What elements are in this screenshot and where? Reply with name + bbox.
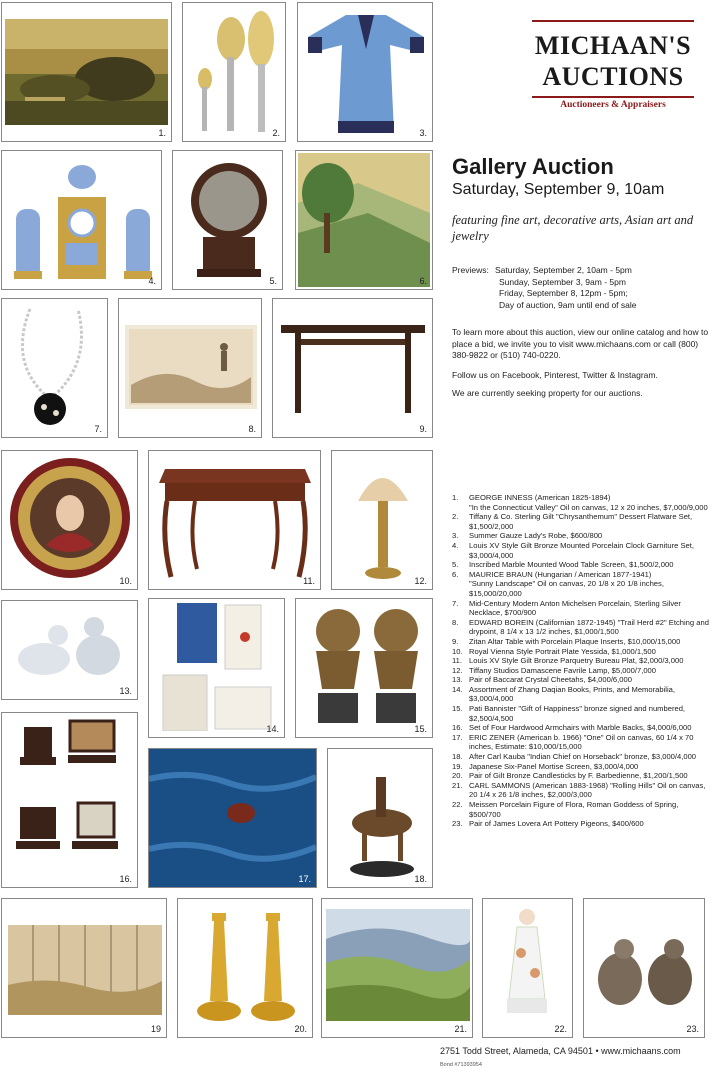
lot-number: 8. — [248, 424, 256, 434]
etching-image — [125, 325, 257, 409]
logo-tagline: Auctioneers & Appraisers — [560, 100, 666, 110]
armchairs-image — [10, 717, 132, 881]
flora-figure-image — [497, 903, 559, 1033]
list-item: 6. MAURICE BRAUN (Hungarian / American 1877-1941) "Sunny Landscape" Oil on canvas, 20 1/8 x 20 1/8 inches, $15,000/20,000 — [452, 569, 664, 598]
lot-number: 14. — [266, 724, 279, 734]
table-screen-image — [183, 155, 275, 283]
list-item: 8. EDWARD BOREIN (Californian 1872-1945) "Trail Herd #2" Etching and drypoint, 8 1/4 x 13 1/2 inches, $1,000/1,500 — [452, 617, 709, 637]
pottery-pigeons-image — [590, 919, 700, 1019]
necklace-image — [8, 305, 104, 433]
lot-photo-14[interactable] — [148, 598, 285, 738]
lot-number: 18. — [414, 874, 427, 884]
lot-photo-12[interactable] — [331, 450, 433, 590]
logo-line-2: AUCTIONS — [542, 62, 684, 91]
footer-address: 2751 Todd Street, Alameda, CA 94501 • www.michaans.com — [440, 1046, 681, 1056]
swimmer-painting-image — [149, 749, 316, 887]
lot-photo-1[interactable] — [1, 2, 172, 142]
favrile-lamp-image — [342, 455, 424, 585]
lot-photo-8[interactable] — [118, 298, 262, 438]
lot-photo-17[interactable] — [148, 748, 317, 888]
list-item: 19. Japanese Six-Panel Mortise Screen, $3,000/4,000 — [452, 761, 639, 771]
list-item: 15. Pati Bannister "Gift of Happiness" bronze signed and numbered, $2,500/4,500 — [452, 704, 686, 723]
lot-photo-13[interactable] — [1, 600, 138, 700]
list-item: 9. Zitan Altar Table with Porcelain Plaque Inserts, $10,000/15,000 — [452, 636, 681, 646]
lot-number: 1. — [158, 128, 166, 138]
list-item: 2. Tiffany & Co. Sterling Gilt "Chrysanthemum" Dessert Flatware Set, $1,500/2,000 — [452, 512, 693, 531]
featuring-text: featuring fine art, decorative arts, Asian art and jewelry — [452, 213, 694, 243]
bureau-plat-image — [155, 457, 315, 585]
preview-line: Saturday, September 2, 10am - 5pm — [495, 265, 632, 275]
list-item: 4. Louis XV Style Gilt Bronze Mounted Porcelain Clock Garniture Set, $3,000/4,000 — [452, 540, 694, 560]
lot-photo-16[interactable] — [1, 712, 138, 888]
auction-date: Saturday, September 9, 10am — [452, 181, 665, 198]
mortise-screen-image — [8, 925, 162, 1015]
auction-title: Gallery Auction — [452, 154, 614, 179]
lot-photo-23[interactable] — [583, 898, 705, 1038]
lot-number: 21. — [454, 1024, 467, 1034]
rolling-hills-image — [326, 909, 470, 1021]
logo-line-1: MICHAAN'S — [534, 31, 692, 60]
lot-number: 2. — [272, 128, 280, 138]
chief-on-horseback-image — [334, 753, 428, 883]
lot-number: 16. — [119, 874, 132, 884]
logo-bottom-rule — [532, 96, 694, 98]
list-item: 16. Set of Four Hardwood Armchairs with Marble Backs, $4,000/6,000 — [452, 723, 692, 733]
list-item: 20. Pair of Gilt Bronze Candlesticks by F. Barbedienne, $1,200/1,500 — [452, 771, 688, 781]
candlesticks-image — [186, 905, 306, 1031]
lot-photo-3[interactable] — [297, 2, 433, 142]
lot-photo-4[interactable] — [1, 150, 162, 290]
list-item: 18. After Carl Kauba "Indian Chief on Horseback" bronze, $3,000/4,000 — [452, 752, 697, 762]
list-item: 3. Summer Gauze Lady's Robe, $600/800 — [452, 531, 603, 541]
landscape-painting-image — [5, 19, 168, 125]
seeking-text: We are currently seeking property for our auctions. — [452, 388, 643, 398]
lot-number: 22. — [554, 1024, 567, 1034]
sunny-landscape-image — [298, 153, 430, 287]
clock-garniture-image — [8, 157, 158, 285]
lot-photo-18[interactable] — [327, 748, 433, 888]
portrait-plate-image — [6, 455, 134, 581]
lot-number: 9. — [419, 424, 427, 434]
lot-photo-5[interactable] — [172, 150, 283, 290]
lot-number: 5. — [269, 276, 277, 286]
altar-table-image — [281, 319, 425, 419]
lot-number: 12. — [414, 576, 427, 586]
list-item: 12. Tiffany Studios Damascene Favrile Lamp, $5,000/7,000 — [452, 665, 656, 675]
list-item: 17. ERIC ZENER (American b. 1966) "One" Oil on canvas, 60 1/4 x 70 inches, Estimate: $10,000/15,000 — [452, 732, 694, 752]
list-item: 1. GEORGE INNESS (American 1825-1894) "In the Connecticut Valley" Oil on canvas, 12 x 20 inches, $7,000/9,000 — [452, 493, 708, 512]
list-item: 5. Inscribed Marble Mounted Wood Table Screen, $1,500/2,000 — [452, 560, 674, 570]
lot-photo-11[interactable] — [148, 450, 321, 590]
lot-photo-22[interactable] — [482, 898, 573, 1038]
follow-text: Follow us on Facebook, Pinterest, Twitter & Instagram. — [452, 370, 658, 380]
list-item: 7. Mid-Century Modern Anton Michelsen Porcelain, Sterling Silver Necklace, $700/900 — [452, 598, 681, 618]
lot-photo-19[interactable] — [1, 898, 167, 1038]
crystal-cheetahs-image — [8, 611, 132, 687]
lot-photo-9[interactable] — [272, 298, 433, 438]
lot-number: 6. — [419, 276, 427, 286]
lot-number: 4. — [148, 276, 156, 286]
previews-lines — [495, 265, 637, 311]
list-item: 14. Assortment of Zhang Daqian Books, Prints, and Memorabilia, $3,000/4,000 — [452, 684, 675, 704]
list-item: 21. CARL SAMMONS (American 1883-1968) "Rolling Hills" Oil on canvas, 20 1/4 x 26 1/8 inches, $2,000/3,000 — [452, 780, 706, 800]
lot-number: 13. — [119, 686, 132, 696]
list-item: 10. Royal Vienna Style Portrait Plate Yessida, $1,000/1,500 — [452, 646, 656, 656]
books-prints-image — [155, 603, 281, 731]
lot-list — [452, 493, 710, 829]
lot-photo-2[interactable] — [182, 2, 286, 142]
learn-more-text: To learn more about this auction, view our online catalog and how to place a bid, we invite you to visit www.michaans.com or call (800) 380-9822 or (510) 740-0220. — [452, 327, 709, 360]
auction-house-logo — [532, 20, 694, 110]
robe-image — [306, 9, 426, 137]
lot-number: 3. — [419, 128, 427, 138]
footer-bond: Bond #71393954 — [440, 1062, 482, 1068]
lot-photo-15[interactable] — [295, 598, 433, 738]
flatware-set-image — [191, 9, 279, 137]
list-item: 13. Pair of Baccarat Crystal Cheetahs, $4,000/6,000 — [452, 675, 632, 685]
lot-number: 20. — [294, 1024, 307, 1034]
lot-number: 7. — [94, 424, 102, 434]
list-item: 22. Meissen Porcelain Figure of Flora, Roman Goddess of Spring, $500/700 — [452, 800, 679, 819]
lot-number: 15. — [414, 724, 427, 734]
lot-photo-6[interactable] — [295, 150, 433, 290]
lot-photo-20[interactable] — [177, 898, 313, 1038]
preview-line: Sunday, September 3, 9am - 5pm — [499, 276, 626, 287]
lot-number: 23. — [686, 1024, 699, 1034]
preview-line: Friday, September 8, 12pm - 5pm; — [499, 288, 628, 298]
lot-photo-7[interactable] — [1, 298, 108, 438]
preview-line: Day of auction, 9am until end of sale — [499, 299, 637, 310]
lot-photo-21[interactable] — [321, 898, 473, 1038]
lot-number: 10. — [119, 576, 132, 586]
list-item: 11. Louis XV Style Gilt Bronze Parquetry Bureau Plat, $2,000/3,000 — [452, 656, 684, 666]
logo-top-rule — [532, 20, 694, 22]
lot-photo-10[interactable] — [1, 450, 138, 590]
bronze-busts-image — [304, 601, 428, 731]
lot-number: 11. — [303, 576, 315, 586]
lot-number: 17. — [298, 874, 311, 884]
previews-label: Previews: — [452, 265, 489, 275]
lot-number: 19 — [150, 1024, 161, 1034]
list-item: 23. Pair of James Lovera Art Pottery Pigeons, $400/600 — [452, 819, 644, 829]
